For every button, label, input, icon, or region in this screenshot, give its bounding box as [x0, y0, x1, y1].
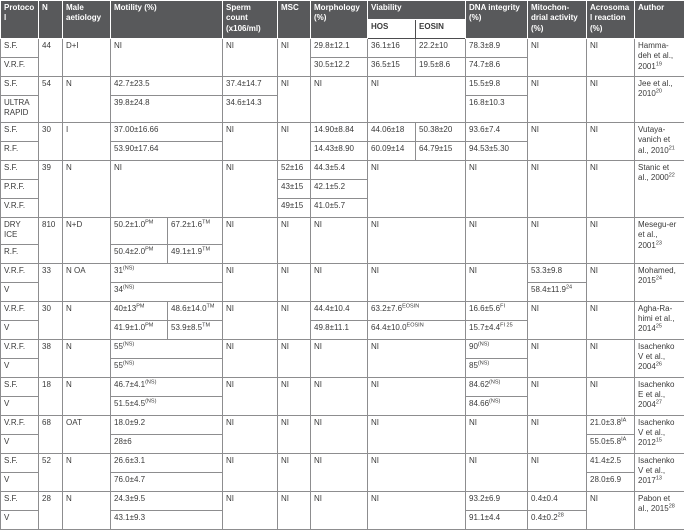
- table-cell: 18: [39, 377, 63, 415]
- table-cell: NI: [223, 453, 278, 491]
- col-header-protocol: Protocol: [1, 1, 39, 39]
- table-row: [1, 160, 684, 179]
- table-cell: $15.7\pm 4.4^{FI 25}$: [466, 320, 528, 339]
- table-cell: 64.79±15: [416, 141, 466, 160]
- table-cell: $21.0\pm 3.8^{IA}$: [587, 415, 635, 434]
- table-cell: NI: [368, 339, 466, 377]
- table-cell: NI: [278, 217, 311, 263]
- table-cell: NI: [587, 160, 635, 217]
- col-header-dna-integrity: DNA integrity (%): [466, 1, 528, 39]
- table-cell: 30: [39, 122, 63, 160]
- table-cell: 42.1±5.2: [311, 179, 368, 198]
- table-cell: 44: [39, 39, 63, 77]
- table-cell: 43±15: [278, 179, 311, 198]
- table-cell: NI: [223, 217, 278, 263]
- table-cell: NI: [528, 39, 587, 77]
- table-cell: Isachenko V et al., 2004$^{26}$: [635, 339, 684, 377]
- table-cell: NI: [368, 77, 466, 123]
- table-cell: $84.66^{(NS)}$: [466, 396, 528, 415]
- table-cell: NI: [587, 301, 635, 339]
- table-cell: 53.90±17.64: [111, 141, 223, 160]
- table-cell: NI: [587, 39, 635, 77]
- table-cell: $41.9\pm 1.0^{PM}$: [111, 320, 168, 339]
- table-cell: 41.4±2.5: [587, 453, 635, 472]
- table-cell: NI: [311, 453, 368, 491]
- table-cell: S.F.: [1, 122, 39, 141]
- table-cell: NI: [223, 39, 278, 77]
- table-cell: NI: [311, 377, 368, 415]
- table-cell: $64.4\pm 10.0^{EOSIN}$: [368, 320, 466, 339]
- table-cell: $55^{(NS)}$: [111, 358, 223, 377]
- col-header-n: N: [39, 1, 63, 39]
- table-row: [1, 217, 684, 244]
- table-cell: V.R.F.: [1, 58, 39, 77]
- table-row: [1, 122, 684, 141]
- table-cell: 38: [39, 339, 63, 377]
- table-cell: 93.6±7.4: [466, 122, 528, 141]
- table-cell: NI: [466, 263, 528, 301]
- table-cell: NI: [368, 453, 466, 491]
- table-cell: NI: [466, 160, 528, 217]
- table-cell: Mohamed, 2015$^{24}$: [635, 263, 684, 301]
- table-cell: $85^{(NS)}$: [466, 358, 528, 377]
- table-cell: $50.4\pm 2.0^{PM}$: [111, 244, 168, 263]
- table-header: [1, 1, 684, 39]
- table-cell: $63.2\pm 7.6^{EOSIN}$: [368, 301, 466, 320]
- col-header-morphology: Morphology (%): [311, 1, 368, 39]
- col-header-author: Author: [635, 1, 684, 39]
- table-cell: NI: [311, 263, 368, 301]
- table-cell: NI: [368, 217, 466, 263]
- table-cell: 53.3±9.8: [528, 263, 587, 282]
- table-cell: NI: [278, 301, 311, 339]
- table-cell: 67.2±1.6™: [168, 217, 223, 244]
- table-cell: V.R.F.: [1, 415, 39, 434]
- table-cell: Isachenko V et al., 2012$^{15}$: [635, 415, 684, 453]
- table-cell: N+D: [63, 217, 111, 263]
- table-cell: NI: [278, 491, 311, 529]
- table-cell: R.F.: [1, 141, 39, 160]
- table-row: [1, 77, 684, 96]
- table-cell: 49±15: [278, 198, 311, 217]
- table-cell: N: [63, 377, 111, 415]
- col-header-acrosomal-reaction: Acrosomal reaction (%): [587, 1, 635, 39]
- table-cell: $51.5\pm 4.5^{(NS)}$: [111, 396, 223, 415]
- table-cell: OAT: [63, 415, 111, 453]
- table-cell: NI: [278, 377, 311, 415]
- table-cell: NI: [466, 453, 528, 491]
- table-cell: 33: [39, 263, 63, 301]
- table-cell: Stanic et al., 2000$^{22}$: [635, 160, 684, 217]
- table-cell: 37.4±14.7: [223, 77, 278, 96]
- table-cell: V.R.F.: [1, 301, 39, 320]
- table-body: [1, 39, 684, 530]
- table-cell: V: [1, 358, 39, 377]
- table-cell: 30.5±12.2: [311, 58, 368, 77]
- table-cell: 14.90±8.84: [311, 122, 368, 141]
- table-cell: NI: [587, 377, 635, 415]
- table-cell: NI: [368, 491, 466, 529]
- table-cell: NI: [528, 160, 587, 217]
- table-cell: NI: [111, 160, 223, 217]
- table-row: [1, 39, 684, 58]
- table-cell: NI: [223, 491, 278, 529]
- table-cell: 15.5±9.8: [466, 77, 528, 96]
- table-cell: N: [63, 491, 111, 529]
- table-cell: NI: [223, 263, 278, 301]
- table-cell: 60.09±14: [368, 141, 416, 160]
- table-cell: S.F.: [1, 377, 39, 396]
- table-cell: NI: [311, 77, 368, 123]
- table-cell: 43.1±9.3: [111, 510, 223, 529]
- table-cell: V.R.F.: [1, 198, 39, 217]
- table-cell: NI: [528, 122, 587, 160]
- table-row: [1, 377, 684, 396]
- table-row: [1, 453, 684, 472]
- table-cell: NI: [278, 453, 311, 491]
- table-cell: $0.4\pm 0.2^{28}$: [528, 510, 587, 529]
- table-cell: N: [63, 453, 111, 491]
- table-cell: S.F.: [1, 39, 39, 58]
- table-cell: Pabon et al., 2015$^{28}$: [635, 491, 684, 529]
- table-cell: NI: [528, 453, 587, 491]
- table-cell: 44.4±10.4: [311, 301, 368, 320]
- table-cell: 44.06±18: [368, 122, 416, 141]
- table-cell: S.F.: [1, 491, 39, 510]
- table-cell: NI: [278, 263, 311, 301]
- table-cell: NI: [223, 160, 278, 217]
- table-cell: 48.6±14.0™: [168, 301, 223, 320]
- table-cell: NI: [466, 217, 528, 263]
- table-cell: P.R.F.: [1, 179, 39, 198]
- table-cell: Mesegu-er et al., 2001$^{23}$: [635, 217, 684, 263]
- table-cell: Isachenko E et al., 2004$^{27}$: [635, 377, 684, 415]
- table-cell: 74.7±8.6: [466, 58, 528, 77]
- table-row: [1, 415, 684, 434]
- table-cell: 16.8±10.3: [466, 96, 528, 123]
- col-header-sperm-count: Sperm count (x106/ml): [223, 1, 278, 39]
- table-cell: 14.43±8.90: [311, 141, 368, 160]
- table-cell: NI: [368, 263, 466, 301]
- table-cell: NI: [311, 339, 368, 377]
- col-header-motility: Motility (%): [111, 1, 223, 39]
- table-cell: N: [63, 339, 111, 377]
- table-cell: NI: [587, 217, 635, 263]
- table-cell: NI: [528, 415, 587, 453]
- table-cell: $84.62^{(NS)}$: [466, 377, 528, 396]
- table-cell: 26.6±3.1: [111, 453, 223, 472]
- table-cell: S.F.: [1, 77, 39, 96]
- table-cell: 39: [39, 160, 63, 217]
- table-cell: NI: [587, 122, 635, 160]
- table-cell: 37.00±16.66: [111, 122, 223, 141]
- table-cell: NI: [278, 39, 311, 77]
- table-cell: Agha-Ra-himi et al., 2014$^{25}$: [635, 301, 684, 339]
- table-cell: $55^{(NS)}$: [111, 339, 223, 358]
- table-cell: 19.5±8.6: [416, 58, 466, 77]
- table-cell: I: [63, 122, 111, 160]
- table-cell: 94.53±5.30: [466, 141, 528, 160]
- table-cell: R.F.: [1, 244, 39, 263]
- table-row: [1, 301, 684, 320]
- table-cell: 50.38±20: [416, 122, 466, 141]
- table-cell: 91.1±4.4: [466, 510, 528, 529]
- table-cell: NI: [278, 77, 311, 123]
- table-cell: $34^{(NS)}$: [111, 282, 223, 301]
- table-cell: ULTRA RAPID: [1, 96, 39, 123]
- table-cell: 42.7±23.5: [111, 77, 223, 96]
- table-cell: NI: [368, 160, 466, 217]
- col-header-eosin: EOSIN: [416, 20, 466, 39]
- table-cell: NI: [223, 377, 278, 415]
- table-cell: S.F.: [1, 160, 39, 179]
- col-header-mitochondrial-activity: Mitochon-drial activity (%): [528, 1, 587, 39]
- table-cell: N: [63, 301, 111, 339]
- table-cell: NI: [528, 339, 587, 377]
- table-cell: V: [1, 434, 39, 453]
- table-cell: 28: [39, 491, 63, 529]
- table-cell: NI: [311, 491, 368, 529]
- table-row: [1, 263, 684, 282]
- table-cell: 810: [39, 217, 63, 263]
- table-cell: Hamma-deh et al., 2001$^{19}$: [635, 39, 684, 77]
- table-cell: $46.7\pm 4.1^{(NS)}$: [111, 377, 223, 396]
- table-cell: NI: [223, 415, 278, 453]
- table-cell: V: [1, 282, 39, 301]
- table-cell: $40\pm 13^{PM}$: [111, 301, 168, 320]
- table-cell: $50.2\pm 1.0^{PM}$: [111, 217, 168, 244]
- table-cell: 49.1±1.9™: [168, 244, 223, 263]
- table-cell: NI: [223, 301, 278, 339]
- table-cell: NI: [587, 339, 635, 377]
- table-cell: 93.2±6.9: [466, 491, 528, 510]
- table-cell: N: [63, 160, 111, 217]
- col-header-viability: Viability: [368, 1, 466, 20]
- table-cell: NI: [278, 122, 311, 160]
- col-header-msc: MSC: [278, 1, 311, 39]
- table-cell: 78.3±8.9: [466, 39, 528, 58]
- table-cell: $16.6\pm 5.6^{FI}$: [466, 301, 528, 320]
- table-cell: 28.0±6.9: [587, 472, 635, 491]
- table-cell: 24.3±9.5: [111, 491, 223, 510]
- table-cell: 28±6: [111, 434, 223, 453]
- table-cell: NI: [528, 377, 587, 415]
- table-cell: NI: [368, 415, 466, 453]
- table-cell: N: [63, 77, 111, 123]
- table-cell: 30: [39, 301, 63, 339]
- table-cell: NI: [587, 263, 635, 301]
- table-cell: 68: [39, 415, 63, 453]
- table-cell: 29.8±12.1: [311, 39, 368, 58]
- table-cell: NI: [111, 39, 223, 77]
- table-cell: NI: [223, 122, 278, 160]
- table-cell: 34.6±14.3: [223, 96, 278, 123]
- table-cell: NI: [311, 415, 368, 453]
- table-cell: NI: [368, 377, 466, 415]
- table-cell: NI: [587, 77, 635, 123]
- table-cell: 54: [39, 77, 63, 123]
- table-cell: S.F.: [1, 453, 39, 472]
- table-cell: NI: [528, 77, 587, 123]
- table-cell: 53.9±8.5™: [168, 320, 223, 339]
- table-cell: D+I: [63, 39, 111, 77]
- table-cell: DRY ICE: [1, 217, 39, 244]
- table-cell: V.R.F.: [1, 339, 39, 358]
- table-cell: NI: [278, 339, 311, 377]
- table-cell: V.R.F.: [1, 263, 39, 282]
- table-cell: 44.3±5.4: [311, 160, 368, 179]
- table-cell: NI: [587, 491, 635, 529]
- col-header-male-aetiology: Male aetiology: [63, 1, 111, 39]
- table-cell: 52: [39, 453, 63, 491]
- table-cell: 52±16: [278, 160, 311, 179]
- table-cell: V: [1, 396, 39, 415]
- table-cell: 36.1±16: [368, 39, 416, 58]
- table-cell: Isachenko V et al., 2017$^{13}$: [635, 453, 684, 491]
- table-row: [1, 339, 684, 358]
- table-cell: 18.0±9.2: [111, 415, 223, 434]
- table-cell: Jee et al., 2010$^{20}$: [635, 77, 684, 123]
- table-cell: NI: [311, 217, 368, 263]
- table-cell: 39.8±24.8: [111, 96, 223, 123]
- table-cell: 76.0±4.7: [111, 472, 223, 491]
- col-header-hos: HOS: [368, 20, 416, 39]
- table-cell: 49.8±11.1: [311, 320, 368, 339]
- table-cell: NI: [466, 415, 528, 453]
- table-cell: NI: [528, 217, 587, 263]
- table-cell: Vutaya-vanich et al., 2010$^{21}$: [635, 122, 684, 160]
- table-cell: NI: [528, 301, 587, 339]
- table-cell: NI: [278, 415, 311, 453]
- table-cell: 41.0±5.7: [311, 198, 368, 217]
- table-cell: $58.4\pm 11.9^{24}$: [528, 282, 587, 301]
- table-cell: $90^{(NS)}$: [466, 339, 528, 358]
- table-cell: V: [1, 472, 39, 491]
- table-cell: 0.4±0.4: [528, 491, 587, 510]
- table-cell: 36.5±15: [368, 58, 416, 77]
- table-cell: V: [1, 510, 39, 529]
- table-cell: NI: [223, 339, 278, 377]
- table-cell: $31^{(NS)}$: [111, 263, 223, 282]
- table-cell: N OA: [63, 263, 111, 301]
- table-cell: V: [1, 320, 39, 339]
- table-cell: 22.2±10: [416, 39, 466, 58]
- table-cell: $55.0\pm 5.8^{IA}$: [587, 434, 635, 453]
